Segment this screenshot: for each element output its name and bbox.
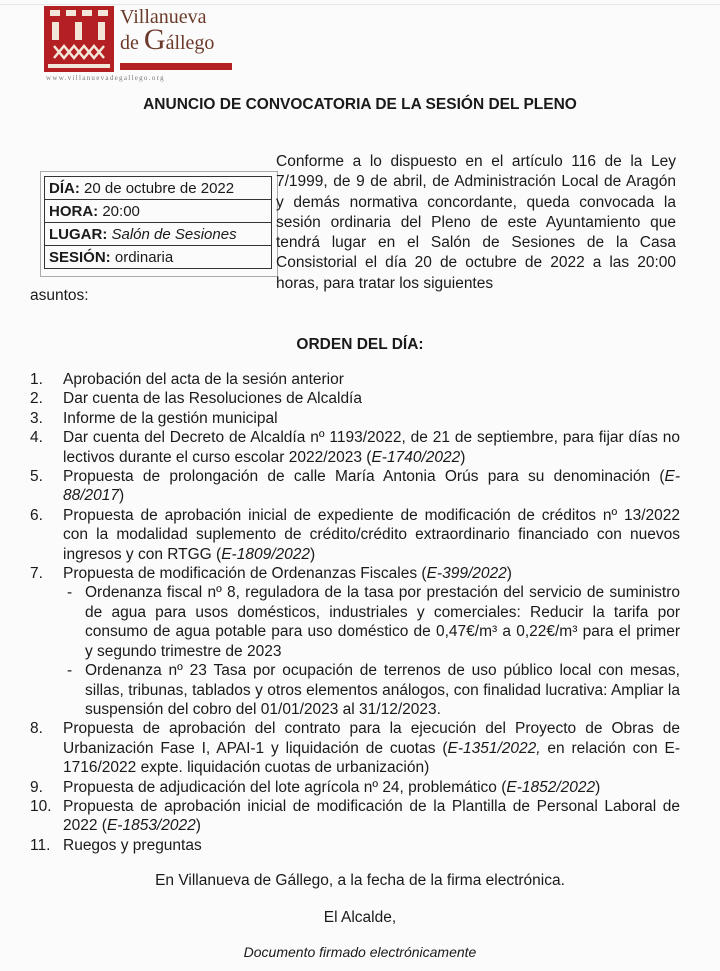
agenda-item-text: Propuesta de aprobación inicial de expediente de modificación de créditos nº 13/2022 con la modalidad suplemento de crédito/crédito extraordinario financiado con nuevos ingresos y con RTGG ( xyxy=(63,506,680,563)
agenda-item-number: 6. xyxy=(30,506,43,524)
agenda-list xyxy=(30,370,680,855)
agenda-sublist xyxy=(63,583,680,719)
agenda-subitem-text: Ordenanza fiscal nº 8, reguladora de la tasa por prestación del servicio de suministro de agua para usos domésticos, industriales y comerciales: Reducir la tarifa por consumo de agua potable para uso doméstico de 0,47€/m³ a 0,22€/m³ para el primer y segundo trimestre de 2023 xyxy=(85,584,680,660)
info-key: HORA: xyxy=(49,202,99,220)
agenda-item-number: 5. xyxy=(30,468,43,486)
agenda-item xyxy=(30,506,680,564)
agenda-item-number: 9. xyxy=(30,778,43,796)
agenda-item-after: ) xyxy=(595,778,601,796)
info-value: 20 de octubre de 2022 xyxy=(79,179,235,197)
agenda-title: ORDEN DEL DÍA: xyxy=(296,336,424,353)
agenda-item xyxy=(30,797,680,836)
agenda-item-number: 11. xyxy=(30,836,51,854)
agenda-item-after: ) xyxy=(506,565,512,583)
info-value: ordinaria xyxy=(110,248,174,266)
agenda-item-number: 4. xyxy=(30,429,43,447)
agenda-item xyxy=(30,778,680,797)
agenda-item-after: ) xyxy=(195,817,201,835)
agenda-item xyxy=(30,564,680,719)
agenda-item-ref: E-399/2022 xyxy=(426,565,507,583)
intro-paragraph: Conforme a lo dispuesto en el artículo 116 de la Ley 7/1999, de 9 de abril, de Administración Local de Aragón y demás normativa concordante, queda convocada la sesión ordinaria del Pleno de este Ayuntamiento que tendrá lugar en el Salón de Sesiones de la Casa Consistorial el día 20 de octubre de 2022 a las 20:00 horas, para tratar los siguientes xyxy=(276,153,676,292)
agenda-subitem-text: Ordenanza nº 23 Tasa por ocupación de terrenos de uso público local con mesas, sillas, tribunas, tablados y otros elementos análogos, con finalidad lucrativa: Ampliar la suspensión del cobro del 01/01/2023 al 31/12/2023. xyxy=(85,662,680,718)
logo-url: www.villanuevadegallego.org xyxy=(46,74,165,82)
agenda-item xyxy=(30,428,680,467)
municipality-logo xyxy=(44,6,234,84)
dash-bullet: - xyxy=(67,662,73,680)
logo-name-line2 xyxy=(120,23,215,56)
logo-name-prefix: de xyxy=(120,32,144,54)
agenda-item-text: Dar cuenta del Decreto de Alcaldía nº 1193/2022, de 21 de septiembre, para fijar días no lectivos durante el curso escolar 2022/2023 ( xyxy=(63,429,680,466)
closing-place-date: En Villanueva de Gállego, a la fecha de la firma electrónica. xyxy=(155,872,565,889)
info-row-time xyxy=(45,200,272,223)
agenda-item-text: Informe de la gestión municipal xyxy=(63,409,278,427)
agenda-item xyxy=(30,719,680,777)
agenda-item-text: Propuesta de prolongación de calle María Antonia Orús para su denominación ( xyxy=(63,468,665,486)
info-row-day xyxy=(45,177,272,200)
agenda-item-text: Propuesta de aprobación del contrato para la ejecución del Proyecto de Obras de Urbanización Fase I, APAI-1 y liquidación de cuotas ( xyxy=(63,720,680,757)
agenda-item-text: Dar cuenta de las Resoluciones de Alcaldía xyxy=(63,390,362,408)
info-row-place xyxy=(45,223,272,246)
document-title: ANUNCIO DE CONVOCATORIA DE LA SESIÓN DEL PLENO xyxy=(143,96,577,113)
agenda-item-text: Ruegos y preguntas xyxy=(63,836,202,854)
agenda-item-number: 8. xyxy=(30,720,43,738)
logo-name-big-g: G xyxy=(143,23,166,56)
dash-bullet: - xyxy=(67,584,73,602)
info-key: DÍA: xyxy=(49,179,80,197)
agenda-item xyxy=(30,389,680,408)
agenda-item-text: Propuesta de modificación de Ordenanzas Fiscales ( xyxy=(63,565,427,583)
agenda-item-ref: E-1351/2022, xyxy=(447,739,541,757)
agenda-item xyxy=(30,409,680,428)
logo-name-line1: Villanueva xyxy=(120,6,207,28)
agenda-item-text: Propuesta de adjudicación del lote agrícola nº 24, problemático ( xyxy=(63,778,507,796)
agenda-item-after: ) xyxy=(460,448,466,466)
agenda-item-ref: E-1853/2022 xyxy=(106,817,196,835)
castle-emblem-icon xyxy=(44,6,114,72)
agenda-item xyxy=(30,467,680,506)
info-key: SESIÓN: xyxy=(49,248,111,266)
agenda-item-text: Aprobación del acta de la sesión anterior xyxy=(63,371,344,388)
agenda-item-after: ) xyxy=(119,487,125,505)
info-row-session xyxy=(45,246,272,269)
info-key: LUGAR: xyxy=(49,225,108,243)
agenda-item-after: en relación con E-1716/2022 expte. liquidación cuotas de urbanización) xyxy=(63,739,680,777)
top-rule xyxy=(0,4,720,5)
agenda-item-number: 7. xyxy=(30,565,43,583)
agenda-item-number: 3. xyxy=(30,409,43,427)
agenda-item-text: Propuesta de aprobación inicial de modificación de la Plantilla de Personal Laboral de 2022 ( xyxy=(63,797,680,835)
agenda-subitem xyxy=(63,661,680,719)
agenda-subitem xyxy=(63,583,680,661)
closing-signer: El Alcalde, xyxy=(323,909,397,926)
agenda-item-ref: E-1809/2022 xyxy=(221,545,310,563)
agenda-item-number: 1. xyxy=(30,371,43,388)
logo-name-rest: állego xyxy=(165,32,215,54)
agenda-item xyxy=(30,370,680,389)
agenda-item-number: 10. xyxy=(30,797,52,815)
session-info-box xyxy=(44,176,272,269)
agenda-item xyxy=(30,836,680,855)
agenda-item-after: ) xyxy=(310,545,316,563)
agenda-item-number: 2. xyxy=(30,390,43,408)
info-value: Salón de Sesiones xyxy=(107,225,237,243)
intro-paragraph-tail: asuntos: xyxy=(30,287,89,304)
info-value: 20:00 xyxy=(98,202,140,220)
agenda-item-ref: E-88/2017 xyxy=(63,468,680,505)
logo-underline xyxy=(120,63,232,70)
agenda-item-ref: E-1740/2022 xyxy=(371,448,461,466)
agenda-item-ref: E-1852/2022 xyxy=(506,778,596,796)
closing-signed-note: Documento firmado electrónicamente xyxy=(243,944,477,960)
